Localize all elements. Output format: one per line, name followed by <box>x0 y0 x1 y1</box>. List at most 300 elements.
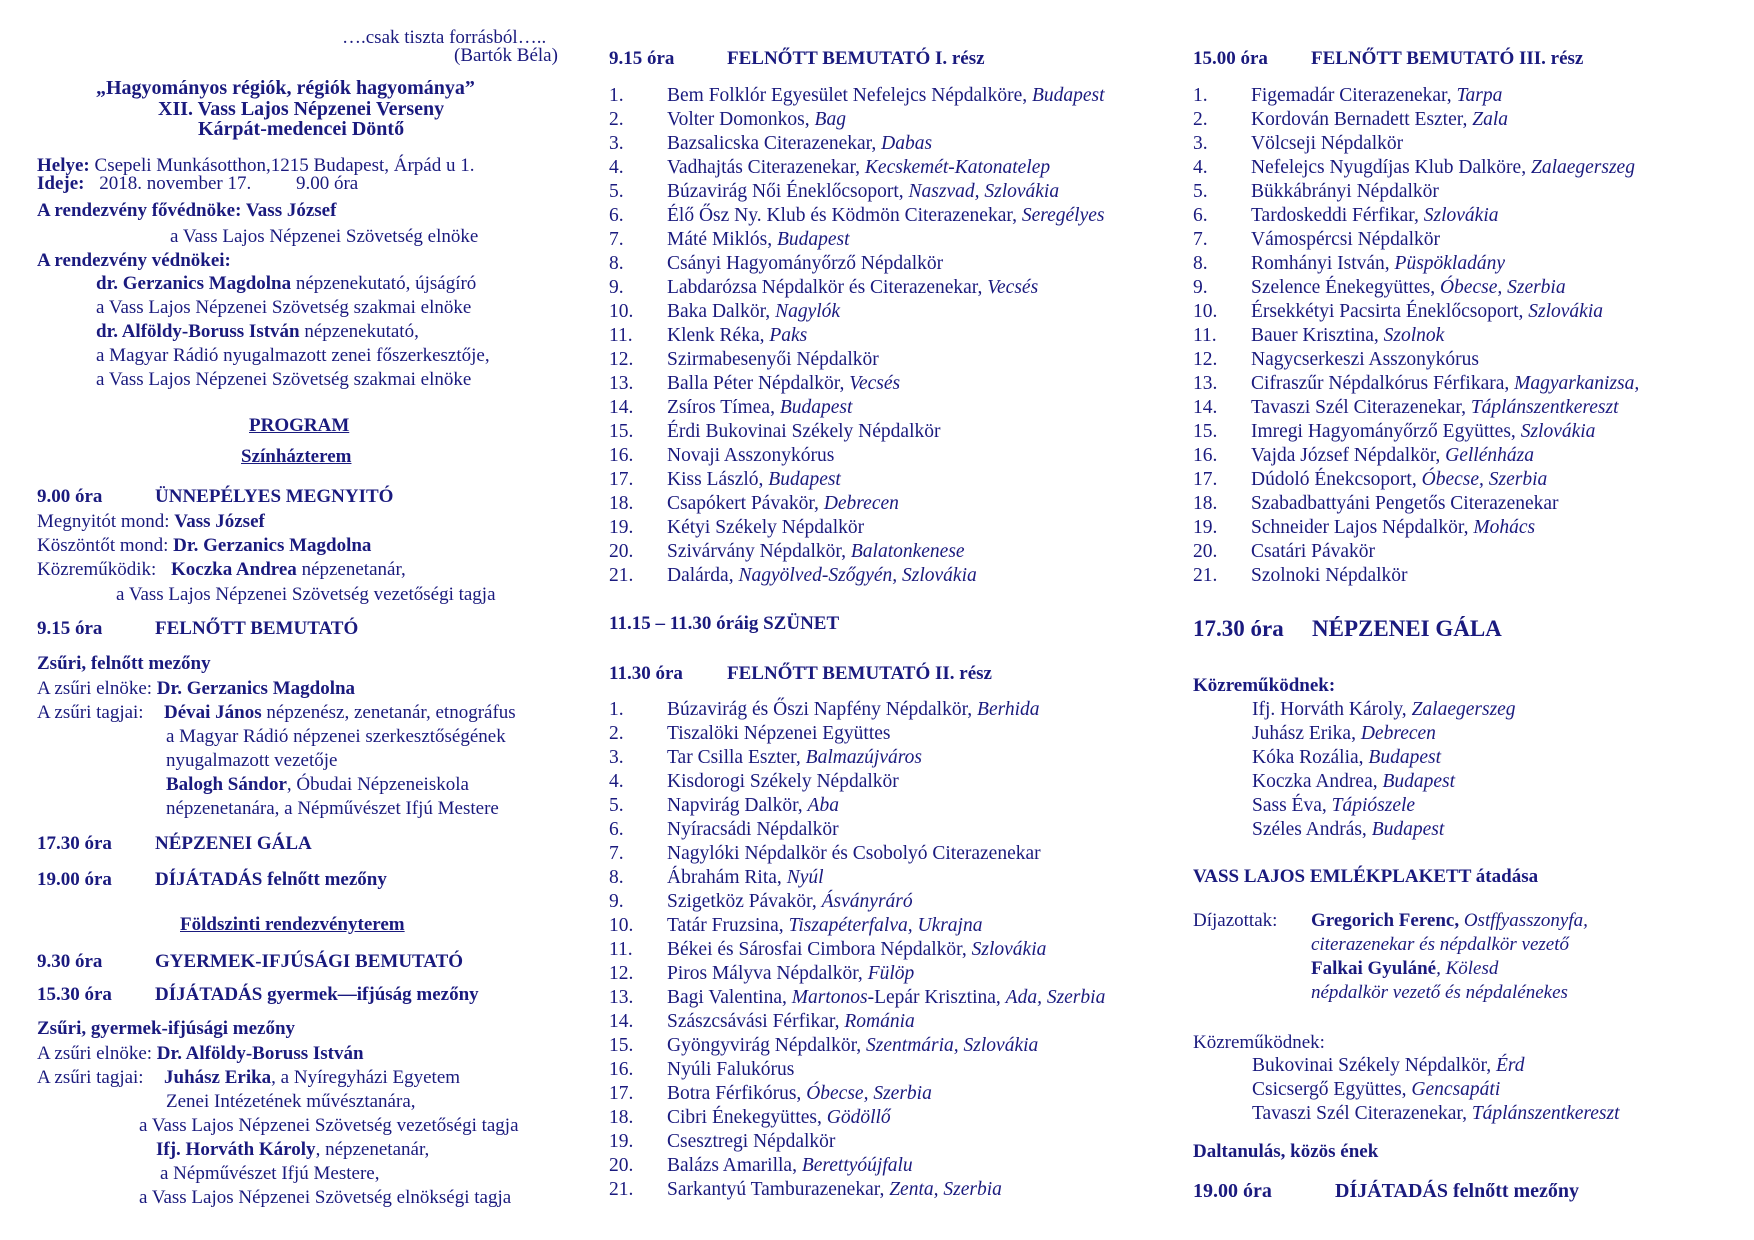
entry-place: Románia <box>844 1011 915 1032</box>
entry-name: Tatár Fruzsina, <box>667 915 789 936</box>
jury-member-1-role-2: a Magyar Rádió népzenei szerkesztőségének <box>166 726 506 747</box>
list-number: 6. <box>609 819 624 840</box>
entry-place: Vecsés <box>849 373 901 394</box>
list-entry-text <box>667 1107 891 1129</box>
award-title: DÍJÁTADÁS felnőtt mezőny <box>155 869 387 890</box>
entry-place: Tarpa <box>1456 85 1503 106</box>
entry-name: Bazsalicska Citerazenekar, <box>667 133 882 154</box>
program-heading: PROGRAM <box>249 415 350 436</box>
list-entry-text <box>667 445 834 467</box>
entry-name: Balla Péter Népdalkör, <box>667 373 850 394</box>
opening-speech <box>37 510 265 534</box>
entry-name: Nyíracsádi Népdalkör <box>667 819 839 840</box>
contributor-name: Koczka Andrea <box>171 559 297 580</box>
list-number: 5. <box>609 795 624 816</box>
entry-place: Nyúl <box>786 867 824 888</box>
performer-place: Táplánszentkereszt <box>1471 1103 1620 1124</box>
list-number: 10. <box>1193 301 1218 322</box>
entry-place: Bag <box>814 109 846 130</box>
gala-time-right: 17.30 óra <box>1193 616 1284 641</box>
award-time: 19.00 óra <box>37 869 112 890</box>
entry-place: Szentmária, Szlovákia <box>866 1035 1039 1056</box>
jury-member-2-role-2: népzenetanára, a Népművészet Ifjú Mestere <box>166 798 499 819</box>
list-number: 20. <box>609 1155 634 1176</box>
event-title-1: „Hagyományos régiók, régiók hagyománya” <box>96 77 475 99</box>
entry-name: Balázs Amarilla, <box>667 1155 802 1176</box>
list-number: 8. <box>609 867 624 888</box>
entry-place: Óbecse, Szerbia <box>806 1083 932 1104</box>
jury-youth-member-1-role-2: Zenei Intézetének művésztanára, <box>166 1091 416 1112</box>
part-3-list <box>1193 85 1733 595</box>
list-number: 12. <box>609 349 634 370</box>
list-number: 11. <box>609 325 633 346</box>
entry-name: Tavaszi Szél Citerazenekar, <box>1251 397 1471 418</box>
list-entry-text <box>667 1035 1038 1057</box>
entry-name: Tiszalöki Népzenei Együttes <box>667 723 891 744</box>
entry-place: Szlovákia <box>1423 205 1499 226</box>
performer-name: Sass Éva, <box>1252 795 1332 816</box>
jury-youth-member-2-role: , népzenetanár, <box>315 1139 430 1160</box>
entry-place: Martonos <box>791 987 868 1008</box>
entry-name: Érdi Bukovinai Székely Népdalkör <box>667 421 941 442</box>
entry-name: Cifraszűr Népdalkórus Férfikara, <box>1251 373 1515 394</box>
list-number: 9. <box>1193 277 1208 298</box>
entry-place: Táplánszentkereszt <box>1470 397 1619 418</box>
entry-place: Naszvad, Szlovákia <box>908 181 1060 202</box>
list-number: 5. <box>609 181 624 202</box>
list-entry-text <box>1251 517 1535 539</box>
break-text: 11.15 – 11.30 óráig SZÜNET <box>609 613 840 634</box>
list-number: 13. <box>609 373 634 394</box>
list-number: 18. <box>1193 493 1218 514</box>
entry-name: Kisdorogi Székely Népdalkör <box>667 771 899 792</box>
performer-name: Csicsergő Együttes, <box>1252 1079 1412 1100</box>
entry-name: Szigetköz Pávakör, <box>667 891 822 912</box>
entry-place: Ásványráró <box>821 891 913 912</box>
list-number: 6. <box>609 205 624 226</box>
gala-performers <box>1252 699 1712 849</box>
entry-name: Nyúli Falukórus <box>667 1059 795 1080</box>
performer-item <box>1252 795 1415 817</box>
laureate-2-place: , Kölesd <box>1436 958 1499 979</box>
performer-item <box>1252 771 1455 793</box>
list-number: 10. <box>609 301 634 322</box>
list-entry-text <box>667 493 899 515</box>
jury-member-1-role-3: nyugalmazott vezetője <box>166 750 338 771</box>
entry-name: Szivárvány Népdalkör, <box>667 541 851 562</box>
performer-place: Zalaegerszeg <box>1411 699 1516 720</box>
entry-name: Imregi Hagyományőrző Együttes, <box>1251 421 1521 442</box>
performer-place: Budapest <box>1368 747 1441 768</box>
performer-place: Budapest <box>1382 771 1456 792</box>
list-entry-text <box>667 205 1104 227</box>
list-number: 11. <box>1193 325 1217 346</box>
list-number: 15. <box>1193 421 1218 442</box>
laureate-1-name: Gregorich Ferenc, <box>1311 910 1460 931</box>
youth-title: GYERMEK-IFJÚSÁGI BEMUTATÓ <box>155 951 464 972</box>
list-number: 20. <box>609 541 634 562</box>
list-entry-text <box>667 301 840 323</box>
list-number: 10. <box>609 915 634 936</box>
list-number: 17. <box>609 1083 634 1104</box>
performer-place: Gencsapáti <box>1411 1079 1501 1100</box>
entry-name: Cibri Énekegyüttes, <box>667 1107 827 1128</box>
sponsor-2-role-2: a Magyar Rádió nyugalmazott zenei főszerkesztője, <box>96 345 490 366</box>
part-2-time: 11.30 óra <box>609 663 683 684</box>
list-entry-text <box>667 277 1038 299</box>
entry-name: Dalárda, <box>667 565 739 586</box>
gala-time: 17.30 óra <box>37 833 112 854</box>
part-3-title: FELNŐTT BEMUTATÓ III. rész <box>1311 48 1584 69</box>
list-number: 4. <box>609 157 624 178</box>
performer-item <box>1252 699 1516 721</box>
list-number: 14. <box>609 397 634 418</box>
list-entry-text <box>1251 157 1635 179</box>
list-entry-text <box>667 397 852 419</box>
list-number: 21. <box>609 565 634 586</box>
entry-name: Klenk Réka, <box>667 325 770 346</box>
jury-youth-member-1-name: Juhász Erika <box>164 1067 272 1088</box>
jury-member-1-name: Dévai János <box>164 702 262 723</box>
list-entry-text <box>667 771 899 793</box>
list-number: 11. <box>609 939 633 960</box>
motto-author: (Bartók Béla) <box>454 45 558 66</box>
list-entry-text <box>1251 181 1439 203</box>
list-entry-text <box>1251 565 1408 587</box>
entry-place: Tiszapéterfalva, Ukrajna <box>788 915 983 936</box>
list-number: 14. <box>609 1011 634 1032</box>
sponsor-1-role-2: a Vass Lajos Népzenei Szövetség szakmai elnöke <box>96 297 472 318</box>
jury-youth-member-2-name: Ifj. Horváth Károly <box>156 1139 316 1160</box>
opening-title: ÜNNEPÉLYES MEGNYITÓ <box>155 486 394 507</box>
gala-title-right: NÉPZENEI GÁLA <box>1312 616 1502 641</box>
list-number: 16. <box>1193 445 1218 466</box>
performer-name: Kóka Rozália, <box>1252 747 1369 768</box>
list-number: 3. <box>1193 133 1208 154</box>
entry-name: Kiss László, <box>667 469 769 490</box>
entry-place: Gellénháza <box>1445 445 1534 466</box>
entry-place: Püspökladány <box>1394 253 1506 274</box>
entry-name: Novaji Asszonykórus <box>667 445 835 466</box>
entry-place: Gödöllő <box>826 1107 891 1128</box>
laureates-label: Díjazottak: <box>1193 910 1278 931</box>
entry-name: Búzavirág és Őszi Napfény Népdalkör, <box>667 699 978 720</box>
performer-place: Debrecen <box>1360 723 1436 744</box>
performer-name: Tavaszi Szél Citerazenekar, <box>1252 1103 1472 1124</box>
jury-adult-members-label: A zsűri tagjai: <box>37 702 144 723</box>
entry-name: Dúdoló Énekcsoport, <box>1251 469 1422 490</box>
part-1-title: FELNŐTT BEMUTATÓ I. rész <box>727 48 985 69</box>
entry-name: Érsekkétyi Pacsirta Éneklőcsoport, <box>1251 301 1529 322</box>
final-time: 19.00 óra <box>1193 1180 1272 1202</box>
list-number: 4. <box>609 771 624 792</box>
entry-name: Kétyi Székely Népdalkör <box>667 517 865 538</box>
youth-award-title: DÍJÁTADÁS gyermek—ifjúság mezőny <box>155 984 479 1005</box>
entry-place: Nagylók <box>775 301 841 322</box>
list-entry-text <box>667 891 913 913</box>
gala-contrib-heading: Közreműködnek: <box>1193 675 1336 696</box>
sponsors-label: A rendezvény védnökei: <box>37 250 231 271</box>
list-entry-text <box>667 939 1046 961</box>
hall-1-heading: Színházterem <box>241 446 352 467</box>
performer-item <box>1252 747 1441 769</box>
list-number: 12. <box>1193 349 1218 370</box>
jury-youth-member-2 <box>156 1138 429 1162</box>
entry-place: Magyarkanizsa, <box>1514 373 1640 394</box>
list-entry-text <box>667 349 879 371</box>
list-entry-text <box>667 915 982 937</box>
list-number: 8. <box>609 253 624 274</box>
sponsor-2-role: népzenekutató, <box>299 321 419 342</box>
entry-place: Dabas <box>881 133 933 154</box>
jury-youth-chair <box>37 1042 364 1066</box>
entry-name: Romhányi István, <box>1251 253 1395 274</box>
entry-name: Szabadbattyáni Pengetős Citerazenekar <box>1251 493 1559 514</box>
motto: ….csak tiszta forrásból….. <box>342 27 547 48</box>
youth-award-time: 15.30 óra <box>37 984 112 1005</box>
contributor-label: Közreműködik: <box>37 559 157 580</box>
performer-item <box>1252 1103 1620 1125</box>
jury-youth-member-1-role: , a Nyíregyházi Egyetem <box>271 1067 461 1088</box>
entry-place: Nagyölved-Szőgyén, Szlovákia <box>738 565 977 586</box>
list-entry-text <box>667 699 1040 721</box>
jury-youth-member-2-role-2: a Népművészet Ifjú Mestere, <box>160 1163 380 1184</box>
list-entry-text <box>667 373 900 395</box>
list-entry-text <box>667 253 943 275</box>
list-entry-text <box>667 325 807 347</box>
list-entry-text <box>667 229 850 251</box>
event-title-3: Kárpát-medencei Döntő <box>198 118 405 140</box>
jury-adult-chair-label: A zsűri elnöke: <box>37 678 157 699</box>
list-entry-text <box>1251 253 1505 275</box>
jury-member-2-name: Balogh Sándor <box>166 774 287 795</box>
laureate-2 <box>1311 957 1498 981</box>
entry-place: Budapest <box>776 229 850 250</box>
jury-adult-chair <box>37 677 355 701</box>
list-number: 9. <box>609 277 624 298</box>
entry-place: Paks <box>769 325 808 346</box>
entry-place: Budapest <box>1031 85 1105 106</box>
final-title: DÍJÁTADÁS felnőtt mezőny <box>1335 1180 1580 1202</box>
list-entry-text <box>667 109 846 131</box>
entry-name: Bem Folklór Egyesület Nefelejcs Népdalköre, <box>667 85 1032 106</box>
entry-name: Tar Csilla Eszter, <box>667 747 806 768</box>
jury-youth-members-label: A zsűri tagjai: <box>37 1067 144 1088</box>
list-entry-text <box>1251 325 1444 347</box>
adult-title: FELNŐTT BEMUTATÓ <box>155 618 359 639</box>
performer-name: Koczka Andrea, <box>1252 771 1383 792</box>
singalong: Daltanulás, közös ének <box>1193 1141 1379 1162</box>
entry-place: Budapest <box>779 397 853 418</box>
greeting-name: Dr. Gerzanics Magdolna <box>173 535 372 556</box>
part-1-time: 9.15 óra <box>609 48 675 69</box>
jury-member-2 <box>166 773 469 797</box>
contrib-2-list <box>1252 1055 1712 1135</box>
list-entry-text <box>1251 109 1508 131</box>
list-entry-text <box>1251 541 1375 563</box>
list-number: 14. <box>1193 397 1218 418</box>
entry-name: Figemadár Citerazenekar, <box>1251 85 1457 106</box>
list-number: 16. <box>609 445 634 466</box>
entry-place: Budapest <box>768 469 841 490</box>
list-number: 7. <box>609 843 624 864</box>
entry-name: Napvirág Dalkör, <box>667 795 808 816</box>
entry-place: Berhida <box>977 699 1040 720</box>
part-3-time: 15.00 óra <box>1193 48 1268 69</box>
entry-place: Balmazújváros <box>805 747 922 768</box>
list-entry-text <box>667 469 841 491</box>
list-entry-text <box>1251 421 1595 443</box>
entry-name: Bükkábrányi Népdalkör <box>1251 181 1439 202</box>
contrib-2-heading: Közreműködnek: <box>1193 1032 1325 1053</box>
entry-name: Vadhajtás Citerazenekar, <box>667 157 865 178</box>
jury-youth-chair-name: Dr. Alföldy-Boruss István <box>156 1043 364 1064</box>
entry-name: Szirmabesenyői Népdalkör <box>667 349 879 370</box>
entry-place-2: Ada, Szerbia <box>1005 987 1106 1008</box>
entry-name: Szolnoki Népdalkör <box>1251 565 1408 586</box>
greeting-label: Köszöntőt mond: <box>37 535 174 556</box>
list-number: 7. <box>1193 229 1208 250</box>
sponsor-1-name: dr. Gerzanics Magdolna <box>96 273 292 294</box>
contributor-role-2: a Vass Lajos Népzenei Szövetség vezetőségi tagja <box>116 584 496 605</box>
date-time: 9.00 óra <box>295 173 359 194</box>
entry-name: Labdarózsa Népdalkör és Citerazenekar, <box>667 277 988 298</box>
list-number: 8. <box>1193 253 1208 274</box>
laureate-1-role: citerazenekar és népdalkör vezető <box>1311 934 1569 955</box>
performer-item <box>1252 1079 1500 1101</box>
list-entry-text <box>1251 133 1403 155</box>
list-number: 2. <box>609 723 624 744</box>
list-number: 19. <box>609 1131 634 1152</box>
jury-youth-member-1 <box>164 1066 460 1090</box>
entry-place: Szolnok <box>1383 325 1445 346</box>
performer-item <box>1252 1055 1525 1077</box>
contributor-role: népzenetanár, <box>296 559 406 580</box>
list-entry-text <box>667 819 839 841</box>
entry-name: Sarkantyú Tamburazenekar, <box>667 1179 890 1200</box>
list-entry-text <box>1251 277 1566 299</box>
plaque-heading: VASS LAJOS EMLÉKPLAKETT átadása <box>1193 866 1539 887</box>
performer-name: Széles András, <box>1252 819 1372 840</box>
list-entry-text <box>667 723 891 745</box>
sponsor-2-name: dr. Alföldy-Boruss István <box>96 321 300 342</box>
list-number: 1. <box>609 699 624 720</box>
entry-name: Vámospércsi Népdalkör <box>1251 229 1440 250</box>
entry-place: Balatonkenese <box>850 541 965 562</box>
entry-place: Szlovákia <box>1528 301 1603 322</box>
part-1-list <box>609 85 1129 595</box>
list-number: 12. <box>609 963 634 984</box>
list-entry-text <box>667 1083 932 1105</box>
event-title-2: XII. Vass Lajos Népzenei Verseny <box>158 98 445 120</box>
list-entry-text <box>667 181 1059 203</box>
entry-name: Nagycserkeszi Asszonykórus <box>1251 349 1479 370</box>
list-entry-text <box>1251 205 1499 227</box>
entry-place: Zala <box>1472 109 1508 130</box>
list-number: 4. <box>1193 157 1208 178</box>
jury-youth-member-1-role-3: a Vass Lajos Népzenei Szövetség vezetőségi tagja <box>139 1115 519 1136</box>
list-entry-text <box>667 867 824 889</box>
performer-place: Budapest <box>1371 819 1445 840</box>
list-number: 21. <box>1193 565 1218 586</box>
entry-name: Élő Ősz Ny. Klub és Ködmön Citerazenekar, <box>667 205 1022 226</box>
jury-member-1-role: népzenész, zenetanár, etnográfus <box>261 702 516 723</box>
list-number: 1. <box>1193 85 1208 106</box>
entry-name: Nefelejcs Nyugdíjas Klub Dalköre, <box>1251 157 1531 178</box>
list-number: 16. <box>609 1059 634 1080</box>
list-entry-text <box>1251 229 1440 251</box>
sponsor-2 <box>96 320 419 344</box>
entry-place: Debrecen <box>823 493 899 514</box>
performer-place: Tápiószele <box>1331 795 1416 816</box>
list-entry-text <box>1251 397 1619 419</box>
list-number: 1. <box>609 85 624 106</box>
list-number: 17. <box>1193 469 1218 490</box>
part-2-list <box>609 699 1169 1209</box>
jury-youth-heading: Zsűri, gyermek-ifjúsági mezőny <box>37 1018 296 1039</box>
laureate-1 <box>1311 909 1588 933</box>
entry-extra: -Lepár Krisztina, <box>867 987 1006 1008</box>
jury-adult-heading: Zsűri, felnőtt mezőny <box>37 653 211 674</box>
entry-name: Tardoskeddi Férfikar, <box>1251 205 1424 226</box>
list-entry-text <box>667 1131 835 1153</box>
entry-name: Búzavirág Női Éneklőcsoport, <box>667 181 909 202</box>
list-entry-text <box>1251 373 1639 395</box>
jury-member-2-role: , Óbudai Népzeneiskola <box>286 774 469 795</box>
performer-place: Érd <box>1496 1055 1525 1076</box>
opening-time: 9.00 óra <box>37 486 103 507</box>
hall-2-heading: Földszinti rendezvényterem <box>180 914 405 935</box>
date-label: Ideje: <box>37 173 85 194</box>
entry-place: Seregélyes <box>1021 205 1105 226</box>
opening-speech-label: Megnyitót mond: <box>37 511 175 532</box>
entry-name: Bauer Krisztina, <box>1251 325 1384 346</box>
entry-place: Zenta, Szerbia <box>889 1179 1002 1200</box>
list-number: 3. <box>609 133 624 154</box>
date <box>37 172 358 196</box>
list-number: 9. <box>609 891 624 912</box>
youth-time: 9.30 óra <box>37 951 103 972</box>
list-entry-text <box>667 157 1050 179</box>
jury-youth-member-2-role-3: a Vass Lajos Népzenei Szövetség elnökségi tagja <box>139 1187 512 1208</box>
list-entry-text <box>667 517 864 539</box>
list-number: 6. <box>1193 205 1208 226</box>
list-entry-text <box>1251 493 1559 515</box>
venue-value: Csepeli Munkásotthon,1215 Budapest, Árpád u 1. <box>94 155 475 176</box>
entry-place: Mohács <box>1473 517 1536 538</box>
laureate-2-role: népdalkör vezető és népdalénekes <box>1311 982 1568 1003</box>
entry-name: Volter Domonkos, <box>667 109 815 130</box>
list-entry-text <box>667 795 839 817</box>
entry-name: Szelence Énekegyüttes, <box>1251 277 1440 298</box>
list-number: 7. <box>609 229 624 250</box>
list-entry-text <box>667 85 1105 107</box>
list-entry-text <box>667 747 922 769</box>
entry-place: Kecskemét-Katonatelep <box>864 157 1051 178</box>
entry-name: Zsíros Tímea, <box>667 397 780 418</box>
list-entry-text <box>667 133 932 155</box>
laureate-1-place: Ostffyasszonyfa, <box>1459 910 1588 931</box>
entry-name: Csatári Pávakör <box>1251 541 1376 562</box>
part-2-title: FELNŐTT BEMUTATÓ II. rész <box>727 663 992 684</box>
list-entry-text <box>1251 301 1603 323</box>
list-number: 3. <box>609 747 624 768</box>
list-entry-text <box>667 987 1105 1009</box>
entry-name: Botra Férfikórus, <box>667 1083 807 1104</box>
list-entry-text <box>667 1179 1002 1201</box>
laureate-2-name: Falkai Gyuláné <box>1311 958 1437 979</box>
jury-adult-chair-name: Dr. Gerzanics Magdolna <box>156 678 356 699</box>
